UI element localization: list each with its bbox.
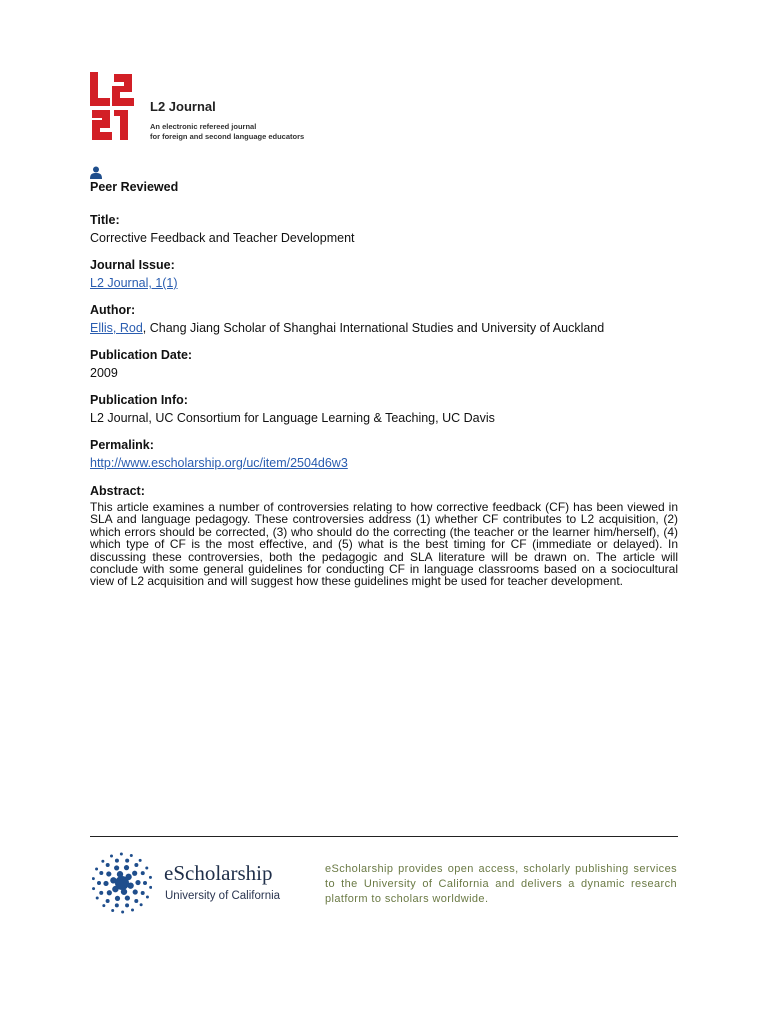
peer-reviewed-block [90, 166, 178, 195]
abstract-label: Abstract: [90, 484, 145, 498]
publication-date-field [90, 347, 690, 381]
journal-issue-link[interactable]: L2 Journal, 1(1) [90, 276, 178, 290]
publication-date-label: Publication Date: [90, 348, 193, 362]
person-icon [90, 166, 102, 179]
publication-info-field [90, 392, 690, 426]
permalink-label: Permalink: [90, 438, 154, 452]
tagline-line-1: An electronic refereed journal [150, 122, 257, 131]
tagline-line-2: for foreign and second language educators [150, 132, 305, 141]
peer-reviewed-label: Peer Reviewed [90, 180, 179, 194]
abstract-text: This article examines a number of controversies relating to how corrective feedback (CF) has been viewed in SLA and language pedagogy. These controversies address (1) whether CF contributes to L2 acquisition, (2) which errors should be corrected, (3) who should do the correcting (the teacher or the learner him/herself), (4) which type of CF is the most effective, and (5) what is the best timing for CF (immediate or delayed). In discussing these controversies, both the pedagogic and SLA literature will be drawn on. The article will conclude with some general guidelines for conducting CF in language classrooms based on a sociocultural view of L2 acquisition and will suggest how these guidelines might be used for teacher development. [90, 500, 678, 589]
l2-journal-logo-icon [90, 70, 136, 142]
author-label: Author: [90, 303, 136, 317]
escholarship-subtitle: University of California [165, 890, 281, 902]
escholarship-description: eScholarship provides open access, scholarly publishing services to the University of California and delivers a dynamic research platform to scholars worldwide. [325, 863, 677, 905]
author-field [90, 302, 690, 336]
permalink-field [90, 437, 690, 471]
permalink-link[interactable]: http://www.escholarship.org/uc/item/2504d6w3 [90, 456, 348, 470]
escholarship-dots-logo-icon [92, 852, 152, 914]
publication-info-label: Publication Info: [90, 393, 188, 407]
journal-name: L2 Journal [150, 99, 216, 114]
abstract-field [90, 483, 690, 588]
publication-info-value: L2 Journal, UC Consortium for Language Learning & Teaching, UC Davis [90, 411, 495, 425]
journal-issue-label: Journal Issue: [90, 258, 175, 272]
journal-issue-field [90, 257, 690, 291]
author-affiliation: , Chang Jiang Scholar of Shanghai International Studies and University of Auckland [142, 321, 605, 335]
author-link[interactable]: Ellis, Rod [90, 321, 143, 335]
title-value: Corrective Feedback and Teacher Development [90, 231, 355, 245]
footer-divider [90, 836, 678, 837]
title-label: Title: [90, 213, 120, 227]
title-field [90, 212, 690, 246]
publication-date-value: 2009 [90, 366, 118, 380]
journal-tagline [150, 122, 304, 142]
journal-header [90, 70, 350, 146]
escholarship-name: eScholarship [164, 861, 273, 885]
